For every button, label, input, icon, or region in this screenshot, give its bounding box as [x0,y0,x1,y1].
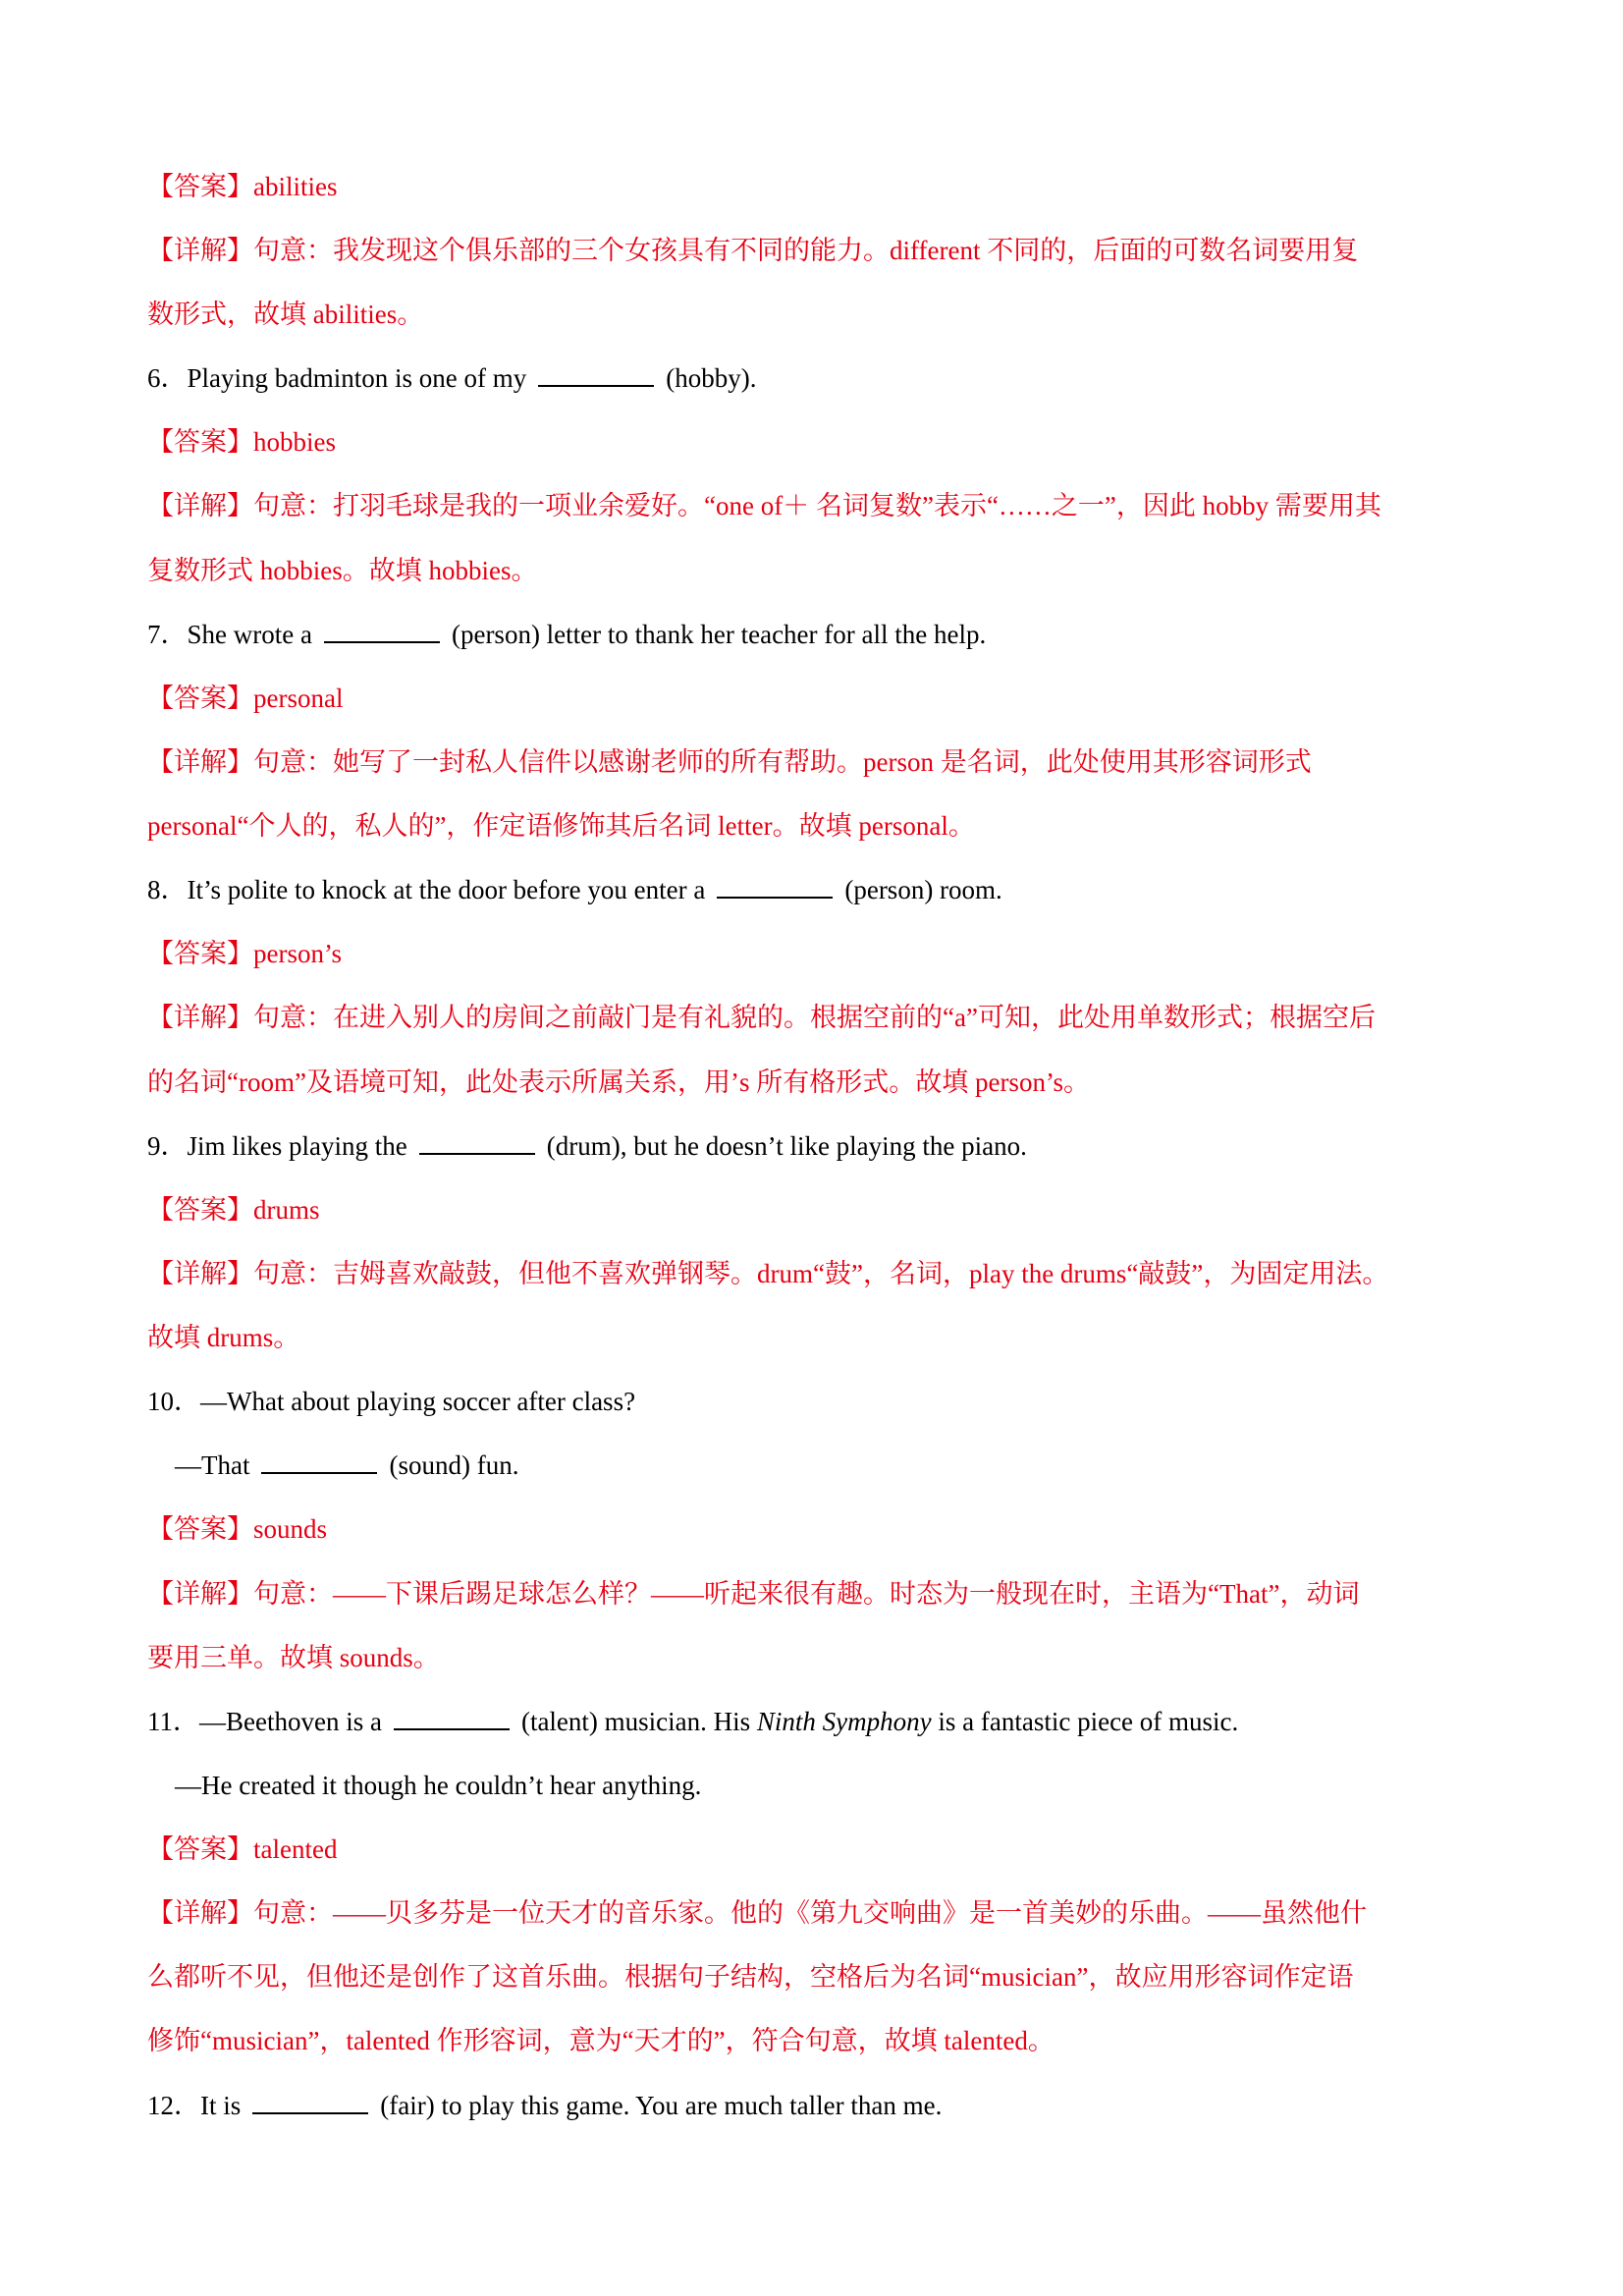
explanation-text: 句意：——下课后踢足球怎么样？——听起来很有趣。时态为一般现在时，主语为“That”，动词 [253,1579,1360,1609]
question-text-end: is a fantastic piece of music. [938,1707,1239,1736]
explanation-text: 复数形式 hobbies。故填 hobbies。 [147,556,538,585]
explanation-continuation [147,1318,1486,1357]
explanation-text: 句意：打羽毛球是我的一项业余爱好。“one of＋ 名词复数”表示“……之一”，因此 hobby 需要用其 [253,491,1381,520]
answer-tag: 【答案】 [147,427,253,457]
explanation-text: 故填 drums。 [147,1323,300,1352]
answer-line [147,679,1486,718]
question-10-reply [175,1446,1486,1485]
explanation-tag: 【详解】 [147,1259,253,1288]
answer-line [147,422,1486,462]
explanation-text: 修饰“musician”，talented 作形容词，意为“天才的”，符合句意，故填 talented。 [147,2026,1055,2055]
explanation-text: 的名词“room”及语境可知，此处表示所属关系，用’s 所有格形式。故填 person’s。 [147,1067,1090,1097]
explanation-continuation [147,295,1486,334]
question-7 [147,615,1486,654]
answer-line [147,1509,1486,1549]
explanation-continuation [147,1063,1486,1102]
question-text: 6．Playing badminton is one of my [147,363,527,393]
question-text: 9．Jim likes playing the [147,1131,407,1161]
explanation-text: 句意：她写了一封私人信件以感谢老师的所有帮助。person 是名词，此处使用其形容词形式 [253,747,1312,777]
explanation-tag: 【详解】 [147,491,253,520]
question-text: —That [175,1450,250,1480]
question-text: 7．She wrote a [147,620,312,649]
explanation-text: personal“个人的，私人的”，作定语修饰其后名词 letter。故填 personal。 [147,811,975,841]
question-text: 10．—What about playing soccer after class? [147,1387,636,1416]
question-11 [147,1702,1486,1741]
answer-blank [261,1449,377,1474]
answer-tag: 【答案】 [147,1834,253,1864]
explanation-tag: 【详解】 [147,1003,253,1032]
question-12 [147,2086,1486,2125]
question-text: 12．It is [147,2091,242,2120]
explanation-text: 数形式，故填 abilities。 [147,300,424,329]
explanation-continuation [147,1957,1486,1996]
answer-blank [394,1705,510,1730]
explanation-line [147,231,1486,270]
explanation-line [147,998,1486,1037]
explanation-line [147,486,1486,525]
answer-text: personal [253,683,344,713]
question-9 [147,1126,1486,1166]
answer-text: person’s [253,939,342,968]
answer-tag: 【答案】 [147,1195,253,1225]
question-hint: (person) room. [844,875,1002,904]
answer-text: hobbies [253,427,336,457]
question-11-reply [175,1766,1486,1805]
answer-blank [252,2089,368,2114]
question-text-middle: (talent) musician. His [520,1707,751,1736]
answer-text: abilities [253,172,338,201]
explanation-tag: 【详解】 [147,747,253,777]
explanation-line [147,1893,1486,1933]
question-text: —He created it though he couldn’t hear anything. [175,1771,702,1800]
explanation-text: 句意：我发现这个俱乐部的三个女孩具有不同的能力。different 不同的，后面的可数名词要用复 [253,236,1359,265]
question-8 [147,870,1486,909]
answer-line [147,1830,1486,1869]
explanation-tag: 【详解】 [147,236,253,265]
explanation-text: 句意：在进入别人的房间之前敲门是有礼貌的。根据空前的“a”可知，此处用单数形式；根据空后 [253,1003,1376,1032]
explanation-text: 么都听不见，但他还是创作了这首乐曲。根据句子结构，空格后为名词“musician”，故应用形容词作定语 [147,1962,1354,1992]
answer-text: drums [253,1195,320,1225]
explanation-continuation [147,1638,1486,1677]
question-hint: (hobby). [666,363,757,393]
question-hint: (fair) to play this game. You are much taller than me. [380,2091,943,2120]
question-6 [147,358,1486,398]
question-hint: (drum), but he doesn’t like playing the piano. [546,1131,1027,1161]
answer-line [147,1190,1486,1230]
explanation-line [147,1574,1486,1613]
explanation-continuation [147,806,1486,846]
explanation-text: 句意：——贝多芬是一位天才的音乐家。他的《第九交响曲》是一首美妙的乐曲。——虽然他什 [253,1898,1367,1928]
explanation-tag: 【详解】 [147,1898,253,1928]
answer-text: talented [253,1834,338,1864]
question-hint: (sound) fun. [389,1450,519,1480]
explanation-text: 要用三单。故填 sounds。 [147,1643,440,1672]
answer-line [147,167,1486,206]
answer-tag: 【答案】 [147,939,253,968]
question-text: 11．—Beethoven is a [147,1707,382,1736]
answer-tag: 【答案】 [147,683,253,713]
answer-tag: 【答案】 [147,1514,253,1544]
answer-tag: 【答案】 [147,172,253,201]
answer-blank [324,618,440,643]
answer-text: sounds [253,1514,328,1544]
explanation-text: 句意：吉姆喜欢敲鼓，但他不喜欢弹钢琴。drum“鼓”，名词，play the drums“敲鼓”，为固定用法。 [253,1259,1389,1288]
explanation-tag: 【详解】 [147,1579,253,1609]
explanation-continuation [147,2021,1486,2060]
question-10 [147,1382,1486,1421]
answer-blank [419,1129,535,1155]
explanation-line [147,1254,1486,1293]
question-hint: (person) letter to thank her teacher for all the help. [451,620,987,649]
answer-blank [538,361,654,387]
question-italic-title: Ninth Symphony [756,1707,932,1736]
question-text: 8．It’s polite to knock at the door before you enter a [147,875,706,904]
answer-blank [717,873,833,899]
answer-line [147,934,1486,973]
explanation-line [147,742,1486,782]
explanation-continuation [147,551,1486,590]
